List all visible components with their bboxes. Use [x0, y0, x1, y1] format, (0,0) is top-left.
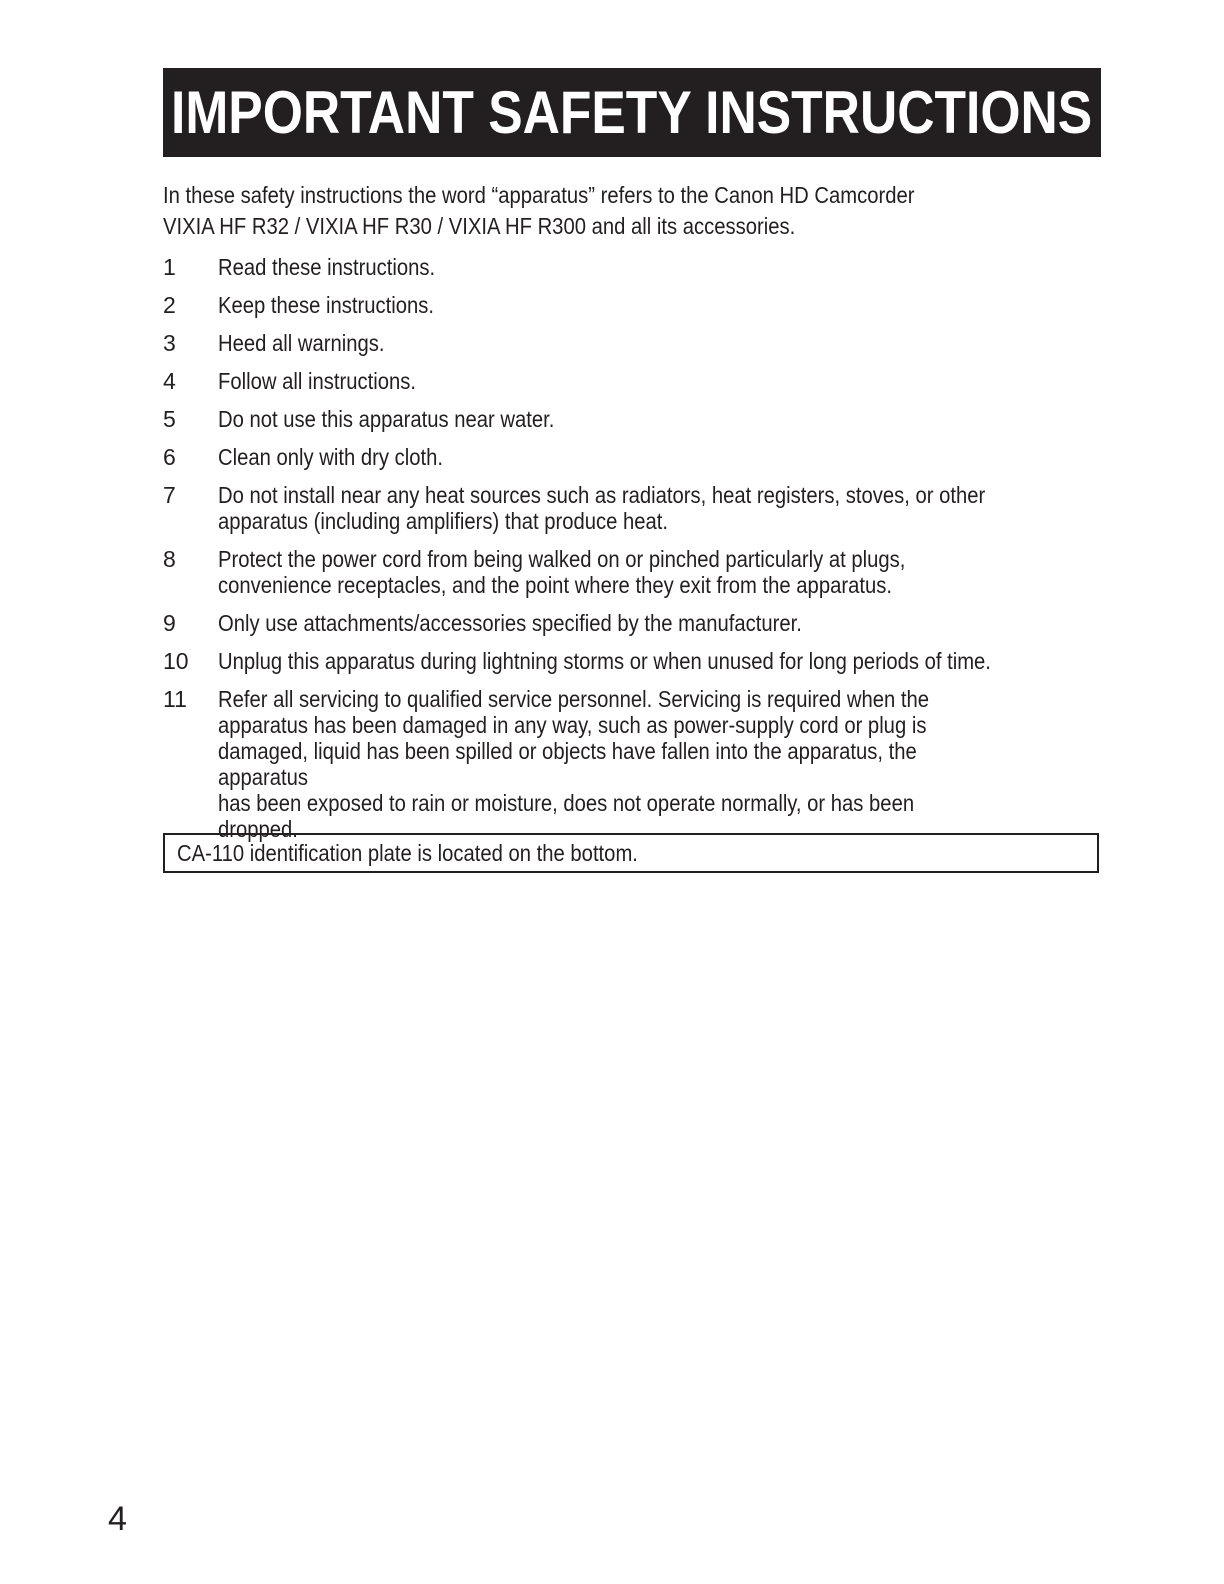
- page-number: 4: [108, 1500, 127, 1538]
- item-number: 5: [163, 406, 176, 432]
- list-item: [163, 406, 1103, 432]
- list-item: [163, 254, 1103, 280]
- item-number: 9: [163, 610, 176, 636]
- list-item: [163, 546, 1103, 598]
- list-item: [163, 444, 1103, 470]
- list-item: [163, 330, 1103, 356]
- intro-line-1: In these safety instructions the word “apparatus” refers to the Canon HD Camcorder: [163, 182, 915, 208]
- item-text: Keep these instructions.: [218, 292, 435, 318]
- item-text: Only use attachments/accessories specified by the manufacturer.: [218, 610, 802, 636]
- item-number: 2: [163, 292, 176, 318]
- list-item: [163, 648, 1103, 674]
- item-text: Clean only with dry cloth.: [218, 444, 444, 470]
- item-text: Refer all servicing to qualified service personnel. Servicing is required when the apparatus has been damaged in any way, such as power-supply cord or plug is damaged, liquid has been spilled or objects have fallen into the apparatus, the apparatus has been exposed to rain or moisture, does not operate normally, or has been dropped.: [218, 686, 930, 842]
- item-number: 7: [163, 482, 176, 508]
- item-number: 6: [163, 444, 176, 470]
- item-text: Follow all instructions.: [218, 368, 416, 394]
- identification-note-box: [163, 833, 1099, 873]
- item-number: 3: [163, 330, 176, 356]
- intro-line-2: VIXIA HF R32 / VIXIA HF R30 / VIXIA HF R300 and all its accessories.: [163, 213, 796, 239]
- identification-note: CA-110 identification plate is located on the bottom.: [177, 839, 638, 866]
- item-text: Do not install near any heat sources such as radiators, heat registers, stoves, or other apparatus (including amplifiers) that produce heat.: [218, 482, 986, 534]
- instruction-list: [163, 254, 1103, 854]
- intro-paragraph: [163, 180, 1103, 242]
- item-number: 4: [163, 368, 176, 394]
- item-text: Protect the power cord from being walked on or pinched particularly at plugs, convenience receptacles, and the point where they exit from the apparatus.: [218, 546, 906, 598]
- item-number: 11: [163, 686, 187, 712]
- item-number: 1: [163, 254, 176, 280]
- list-item: [163, 368, 1103, 394]
- title-banner: [163, 68, 1101, 157]
- item-text: Heed all warnings.: [218, 330, 385, 356]
- page-title: IMPORTANT SAFETY INSTRUCTIONS: [171, 78, 1093, 146]
- list-item: [163, 292, 1103, 318]
- item-text: Read these instructions.: [218, 254, 436, 280]
- list-item: [163, 610, 1103, 636]
- item-number: 10: [163, 648, 189, 674]
- list-item: [163, 482, 1103, 534]
- item-text: Do not use this apparatus near water.: [218, 406, 555, 432]
- item-text: Unplug this apparatus during lightning storms or when unused for long periods of time.: [218, 648, 991, 674]
- list-item: [163, 686, 1103, 842]
- item-number: 8: [163, 546, 176, 572]
